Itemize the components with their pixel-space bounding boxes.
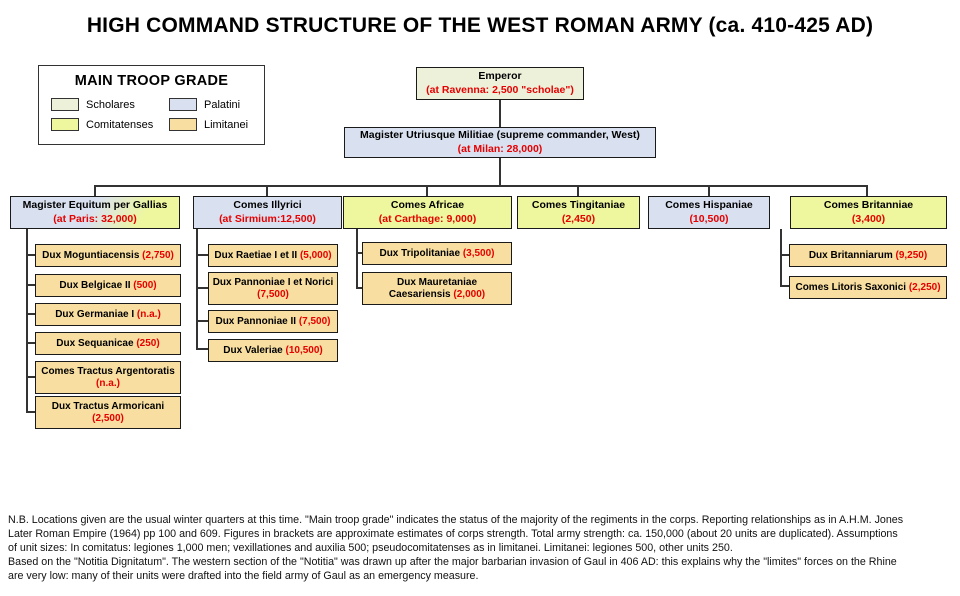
node-title: Comes Tingitaniae xyxy=(531,198,626,211)
node-comes-litoris-saxonici xyxy=(789,276,947,299)
connector-line xyxy=(780,285,789,287)
node-title: Dux Tripolitaniae xyxy=(379,247,461,259)
connector-line xyxy=(708,185,710,196)
node-title: Comes Britanniae xyxy=(823,198,914,211)
node-figure: (2,500) xyxy=(92,412,124,424)
legend-grid xyxy=(51,98,264,131)
node-figure: (at Sirmium:12,500) xyxy=(219,212,316,225)
connector-line xyxy=(866,185,868,196)
node-figure: (2,750) xyxy=(142,249,174,261)
node-figure: (at Milan: 28,000) xyxy=(457,142,543,155)
node-comes-illyrici xyxy=(193,196,342,229)
node-dux-britanniarum xyxy=(789,244,947,267)
node-title: Dux Germaniae I xyxy=(55,308,135,320)
legend-item-comitatenses xyxy=(51,118,169,131)
connector-line xyxy=(26,284,35,286)
node-title: Dux Belgicae II xyxy=(59,279,131,291)
connector-line xyxy=(26,411,35,413)
footnote-line: of unit sizes: In comitatus: legiones 1,000 men; vexillationes and auxilia 500; pseudocomitatenses as in limitanei. Limitanei: legiones 500, other units 250. xyxy=(8,542,733,554)
connector-line xyxy=(196,287,208,289)
node-comes-britanniae xyxy=(790,196,947,229)
footnote xyxy=(8,513,958,583)
node-dux-valeriae xyxy=(208,339,338,362)
node-magister-equitum-per-gallias xyxy=(10,196,180,229)
comitatenses-swatch-icon xyxy=(51,118,79,131)
node-dux-tractus-armoricani xyxy=(35,396,181,429)
legend-label: Comitatenses xyxy=(86,118,154,131)
node-figure: (n.a.) xyxy=(96,377,120,389)
node-title: Dux Valeriae xyxy=(223,344,283,356)
connector-line xyxy=(26,342,35,344)
connector-line xyxy=(577,185,579,196)
footnote-line: are very low: many of their units were drafted into the field army of Gaul as an emergency measure. xyxy=(8,570,479,582)
connector-line xyxy=(266,185,268,196)
node-comes-africae xyxy=(343,196,512,229)
node-title: Magister Equitum per Gallias xyxy=(22,198,168,211)
node-figure: (at Carthage: 9,000) xyxy=(378,212,477,225)
node-comes-tractus-argentoratis xyxy=(35,361,181,394)
node-figure: (7,500) xyxy=(257,288,289,300)
connector-line xyxy=(780,229,782,287)
connector-line xyxy=(426,185,428,196)
node-figure: (5,000) xyxy=(299,249,332,261)
legend-label: Palatini xyxy=(204,98,241,111)
node-figure: (at Paris: 32,000) xyxy=(53,212,137,225)
legend-label: Limitanei xyxy=(204,118,249,131)
node-figure: (n.a.) xyxy=(136,308,161,320)
node-title: Comes Africae xyxy=(390,198,465,211)
limitanei-swatch-icon xyxy=(169,118,197,131)
node-title: Comes Tractus Argentoratis xyxy=(41,365,175,377)
node-title: Magister Utriusque Militiae (supreme commander, West) xyxy=(360,128,640,141)
node-title: Dux Sequanicae xyxy=(56,337,134,349)
node-figure: (7,500) xyxy=(298,315,331,327)
node-figure: (10,500) xyxy=(689,212,729,225)
legend-label: Scholares xyxy=(86,98,135,111)
node-emperor xyxy=(416,67,584,100)
connector-line xyxy=(356,229,358,289)
node-figure: (3,400) xyxy=(851,212,886,225)
palatini-swatch-icon xyxy=(169,98,197,111)
page-title: HIGH COMMAND STRUCTURE OF THE WEST ROMAN ARMY (ca. 410-425 AD) xyxy=(86,14,874,37)
node-dux-sequanicae xyxy=(35,332,181,355)
node-figure: (2,000) xyxy=(453,288,486,300)
node-title: Dux Moguntiacensis xyxy=(42,249,140,261)
connector-line xyxy=(780,254,789,256)
connector-line xyxy=(196,320,208,322)
legend-item-limitanei xyxy=(169,118,264,131)
node-figure: (at Ravenna: 2,500 "scholae") xyxy=(426,83,574,96)
legend-title: MAIN TROOP GRADE xyxy=(74,73,229,89)
node-figure: (9,250) xyxy=(895,249,928,261)
node-title: Dux Pannoniae II xyxy=(215,315,297,327)
legend-item-palatini xyxy=(169,98,264,111)
node-title: Dux Pannoniae I et Norici xyxy=(212,276,334,288)
node-title: Dux Raetiae I et II xyxy=(214,249,298,261)
node-dux-germaniae-i xyxy=(35,303,181,326)
node-dux-mauretaniae-caesariensis xyxy=(362,272,512,305)
connector-line xyxy=(94,185,96,196)
connector-line xyxy=(196,254,208,256)
footnote-line: Based on the "Notitia Dignitatum". The western section of the "Notitia" was drawn up after the major barbarian invasion of Gaul in 406 AD: this explains why the "limites" forces on the Rhine xyxy=(8,556,897,568)
node-figure: (3,500) xyxy=(462,247,495,259)
connector-line xyxy=(499,157,501,187)
legend-item-scholares xyxy=(51,98,169,111)
node-figure: (10,500) xyxy=(285,344,323,356)
node-comes-hispaniae xyxy=(648,196,770,229)
node-title: Comes Litoris Saxonici xyxy=(795,281,907,293)
node-figure: (250) xyxy=(136,337,160,349)
node-title: Comes Illyrici xyxy=(233,198,302,211)
node-figure: (2,250) xyxy=(908,281,941,293)
node-dux-tripolitaniae xyxy=(362,242,512,265)
node-title: Comes Hispaniae xyxy=(665,198,753,211)
legend-box xyxy=(38,65,265,145)
connector-line xyxy=(499,100,501,127)
connector-line xyxy=(196,348,208,350)
node-figure: (500) xyxy=(133,279,157,291)
node-title: Dux Tractus Armoricani xyxy=(51,400,165,412)
node-comes-tingitaniae xyxy=(517,196,640,229)
node-title: Emperor xyxy=(478,69,522,82)
node-dux-moguntiacensis xyxy=(35,244,181,267)
connector-line xyxy=(26,229,28,413)
connector-line xyxy=(196,229,198,350)
node-dux-raetiae-i-et-ii xyxy=(208,244,338,267)
connector-line xyxy=(26,313,35,315)
node-figure: (2,450) xyxy=(561,212,596,225)
node-title: Dux Britanniarum xyxy=(808,249,893,261)
scholares-swatch-icon xyxy=(51,98,79,111)
connector-line xyxy=(95,185,868,187)
node-dux-pannoniae-ii xyxy=(208,310,338,333)
footnote-line: N.B. Locations given are the usual winter quarters at this time. "Main troop grade" indicates the status of the majority of the regiments in the corps. Reporting relationships as in A.H.M. Jones xyxy=(8,514,904,526)
node-dux-belgicae-ii xyxy=(35,274,181,297)
node-title: Dux Mauretaniae Caesariensis xyxy=(388,276,478,300)
node-dux-pannoniae-i-et-norici xyxy=(208,272,338,305)
connector-line xyxy=(26,376,35,378)
footnote-line: Later Roman Empire (1964) pp 100 and 609. Figures in brackets are approximate estimates of corps strength. Total army strength: ca. 150,000 (about 20 units are duplicated). Assumptions xyxy=(8,528,898,540)
node-magister-utriusque-militiae xyxy=(344,127,656,158)
connector-line xyxy=(26,254,35,256)
